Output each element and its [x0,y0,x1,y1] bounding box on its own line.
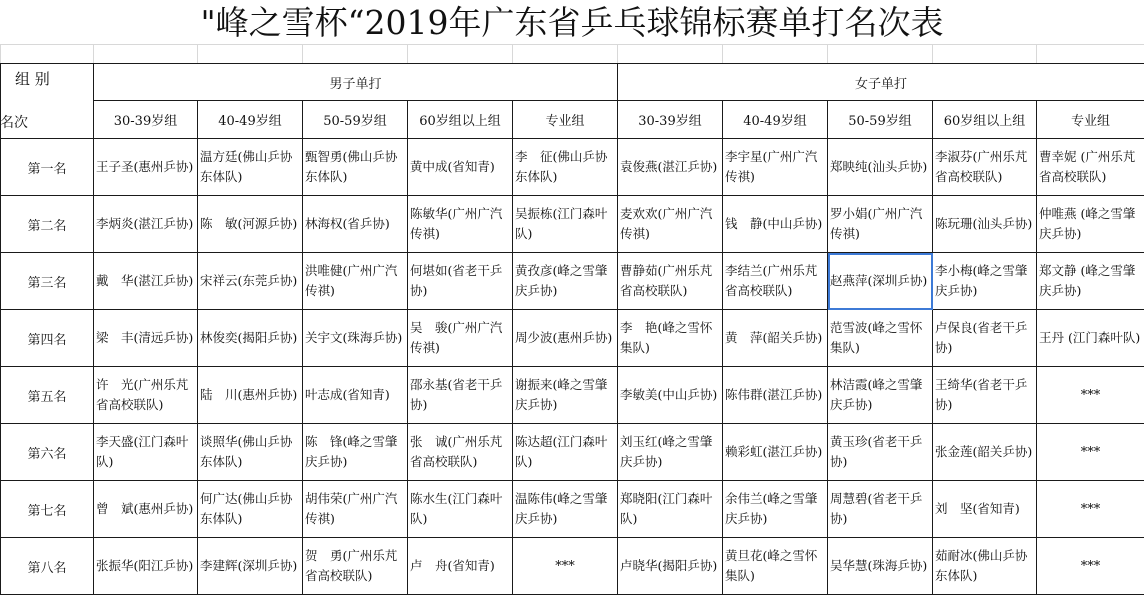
player-name: 曹幸妮 (广州乐芃省高校联队) [1039,149,1136,184]
table-row [1,253,1144,310]
player-name: 王子圣(惠州乒协) [96,159,194,174]
player-name: 李敏美(中山乒协) [620,387,718,402]
women-age-group-header[interactable]: 50-59岁组 [828,101,933,139]
player-cell[interactable] [303,367,408,424]
player-cell[interactable] [828,139,933,196]
player-cell[interactable] [408,538,513,595]
player-name: 陈达超(江门森叶队) [515,434,608,469]
player-name: 李建辉(深圳乒协) [200,558,298,573]
player-name: 温陈伟(峰之雪肇庆乒协) [515,491,608,526]
player-cell[interactable] [618,481,723,538]
player-name: 陈 敏(河源乒协) [200,216,298,231]
player-cell[interactable] [513,196,618,253]
player-cell[interactable] [723,196,828,253]
player-name: 张振华(阳江乒协) [96,558,194,573]
player-name: 麦欢欢(广州广汽传祺) [620,206,713,241]
rank-cell[interactable]: 第一名 [1,139,94,196]
player-name: 谈照华(佛山乒协东体队) [200,434,293,469]
player-cell[interactable] [303,481,408,538]
player-cell[interactable] [513,310,618,367]
player-cell[interactable] [94,196,198,253]
player-cell[interactable] [723,310,828,367]
player-name: 曾 斌(惠州乒协) [96,501,194,516]
player-name: 黄孜彦(峰之雪肇庆乒协) [515,263,608,298]
player-name: 黄玉珍(省老干乒协) [830,434,923,469]
player-cell[interactable] [723,538,828,595]
player-cell[interactable] [198,424,303,481]
player-cell[interactable] [618,367,723,424]
age-group-header-row [1,101,1144,139]
player-cell[interactable] [303,424,408,481]
player-cell[interactable]: *** [513,538,618,595]
player-name: 李宇星(广州广汽传祺) [725,149,818,184]
table-row [1,538,1144,595]
player-name: 林洁霞(峰之雪肇庆乒协) [830,377,923,412]
player-cell[interactable] [408,310,513,367]
player-cell[interactable] [933,310,1037,367]
spacer-row [1,45,1144,64]
player-cell[interactable] [933,139,1037,196]
player-cell[interactable] [1037,139,1144,196]
player-name: 李结兰(广州乐芃省高校联队) [725,263,818,298]
player-name: 仲唯燕 (峰之雪肇庆乒协) [1039,206,1136,241]
group-header-row [1,64,1144,101]
table-row [1,310,1144,367]
men-age-group-header[interactable]: 40-49岁组 [198,101,303,139]
player-name: 何广达(佛山乒协东体队) [200,491,293,526]
rank-cell[interactable]: 第六名 [1,424,94,481]
player-name: 谢振来(峰之雪肇庆乒协) [515,377,608,412]
player-name: 吴振栋(江门森叶队) [515,206,608,241]
player-cell[interactable] [408,139,513,196]
player-name: 许 光(广州乐芃省高校联队) [96,377,189,412]
player-name: 陆 川(惠州乒协) [200,387,298,402]
player-name: 李炳炎(湛江乒协) [96,216,194,231]
player-name: 李淑芬(广州乐芃省高校联队) [935,149,1028,184]
player-cell[interactable] [828,538,933,595]
rank-cell[interactable]: 第三名 [1,253,94,310]
player-cell[interactable] [828,310,933,367]
player-name: 林海权(省乒协) [305,216,390,231]
rank-cell[interactable]: 第四名 [1,310,94,367]
player-name: 陈水生(江门森叶队) [410,491,503,526]
player-cell[interactable] [828,424,933,481]
player-name: 曹静茹(广州乐芃省高校联队) [620,263,713,298]
player-name: 周慧碧(省老干乒协) [830,491,923,526]
player-cell[interactable] [723,424,828,481]
group-label: 组 别 [15,70,50,88]
player-cell[interactable] [513,367,618,424]
empty-cell[interactable] [94,45,198,64]
women-age-group-header[interactable]: 40-49岁组 [723,101,828,139]
empty-cell[interactable] [828,45,933,64]
empty-cell[interactable] [303,45,408,64]
player-cell[interactable] [828,481,933,538]
empty-cell[interactable] [513,45,618,64]
player-cell[interactable] [94,310,198,367]
player-cell[interactable]: *** [1037,481,1144,538]
empty-cell[interactable] [1037,45,1144,64]
player-cell[interactable]: *** [1037,367,1144,424]
player-cell[interactable] [198,367,303,424]
player-name: 甄智勇(佛山乒协东体队) [305,149,398,184]
player-cell[interactable] [303,310,408,367]
player-name: 胡伟荣(广州广汽传祺) [305,491,398,526]
player-cell[interactable] [933,538,1037,595]
player-cell[interactable] [513,139,618,196]
men-age-group-header[interactable]: 50-59岁组 [303,101,408,139]
player-cell[interactable] [828,367,933,424]
player-cell[interactable] [933,196,1037,253]
player-cell[interactable] [618,424,723,481]
player-cell[interactable] [198,481,303,538]
player-name: 卢晓华(揭阳乒协) [620,558,718,573]
player-name: 钱 静(中山乒协) [725,216,823,231]
player-name: 叶志成(省知青) [305,387,390,402]
empty-cell[interactable] [933,45,1037,64]
table-row [1,424,1144,481]
men-age-group-header[interactable]: 30-39岁组 [94,101,198,139]
player-name: 周少波(惠州乒协) [515,330,613,345]
player-cell[interactable] [408,253,513,310]
player-cell[interactable] [723,253,828,310]
table-row [1,367,1144,424]
empty-cell[interactable] [408,45,513,64]
player-cell[interactable] [94,139,198,196]
empty-cell[interactable] [618,45,723,64]
player-name: 陈伟群(湛江乒协) [725,387,823,402]
player-cell[interactable] [94,367,198,424]
player-name: 李天盛(江门森叶队) [96,434,189,469]
player-cell[interactable] [723,367,828,424]
player-name: 张 诚(广州乐芃省高校联队) [410,434,503,469]
player-cell[interactable] [408,367,513,424]
player-cell[interactable] [618,196,723,253]
player-name: 邵永基(省老干乒协) [410,377,503,412]
player-name: 贺 勇(广州乐芃省高校联队) [305,548,398,583]
player-cell[interactable] [198,139,303,196]
player-name: 陈玩珊(汕头乒协) [935,216,1033,231]
player-cell[interactable] [513,253,618,310]
player-name: 戴 华(湛江乒协) [96,273,194,288]
rank-label: 名次 [0,115,28,131]
player-cell[interactable] [408,424,513,481]
player-cell[interactable] [303,253,408,310]
player-name: 何堪如(省老干乒协) [410,263,503,298]
player-cell[interactable] [618,538,723,595]
player-cell[interactable] [94,253,198,310]
player-cell[interactable] [618,253,723,310]
player-name: 卢保良(省老干乒协) [935,320,1028,355]
rank-cell[interactable]: 第二名 [1,196,94,253]
player-cell[interactable] [723,139,828,196]
player-cell[interactable] [94,424,198,481]
player-cell[interactable]: *** [1037,424,1144,481]
player-name: 李 征(佛山乒协东体队) [515,149,608,184]
player-name: 余伟兰(峰之雪肇庆乒协) [725,491,818,526]
player-name: 黄中成(省知青) [410,159,495,174]
player-cell[interactable] [1037,196,1144,253]
player-name: 张金莲(韶关乒协) [935,444,1033,459]
player-name: 陈敏华(广州广汽传祺) [410,206,503,241]
player-cell[interactable] [198,310,303,367]
ranking-table [0,44,1144,595]
player-cell[interactable] [198,196,303,253]
women-singles-header[interactable]: 女子单打 [618,64,1144,101]
player-cell[interactable] [723,481,828,538]
player-name: 袁俊燕(湛江乒协) [620,159,718,174]
men-singles-header[interactable]: 男子单打 [94,64,618,101]
player-cell[interactable] [1037,253,1144,310]
player-cell[interactable] [408,196,513,253]
player-name: 吴 骏(广州广汽传祺) [410,320,503,355]
player-cell[interactable] [513,424,618,481]
player-name: 林俊奕(揭阳乒协) [200,330,298,345]
empty-cell[interactable] [198,45,303,64]
rank-cell[interactable]: 第八名 [1,538,94,595]
player-cell[interactable] [828,196,933,253]
player-name: 梁 丰(清远乒协) [96,330,194,345]
player-cell[interactable] [303,538,408,595]
player-cell[interactable] [828,253,933,310]
women-age-group-header[interactable]: 专业组 [1037,101,1144,139]
player-cell[interactable] [94,538,198,595]
player-name: 温方廷(佛山乒协东体队) [200,149,293,184]
player-cell[interactable] [618,310,723,367]
player-cell[interactable] [933,424,1037,481]
player-name: 黄旦花(峰之雪怀集队) [725,548,818,583]
player-name: 罗小娟(广州广汽传祺) [830,206,923,241]
empty-cell[interactable] [1,45,94,64]
empty-cell[interactable] [723,45,828,64]
player-cell[interactable] [933,253,1037,310]
player-name: 卢 舟(省知青) [410,558,495,573]
player-name: 陈 锋(峰之雪肇庆乒协) [305,434,398,469]
men-age-group-header[interactable]: 60岁组以上组 [408,101,513,139]
women-age-group-header[interactable]: 60岁组以上组 [933,101,1037,139]
player-name: 范雪波(峰之雪怀集队) [830,320,923,355]
rank-cell[interactable]: 第五名 [1,367,94,424]
player-name: 吴华慧(珠海乒协) [830,558,928,573]
player-name: 刘 坚(省知青) [935,501,1020,516]
player-name: 郑晓阳(江门森叶队) [620,491,713,526]
men-age-group-header[interactable]: 专业组 [513,101,618,139]
player-name: 王绮华(省老干乒协) [935,377,1028,412]
table-row [1,196,1144,253]
player-name: 宋祥云(东莞乒协) [200,273,298,288]
player-cell[interactable] [303,196,408,253]
player-name: 关宇文(珠海乒协) [305,330,403,345]
page-title: "峰之雪杯“2019年广东省乒乓球锦标赛单打名次表 [200,3,944,42]
player-name: 郑映纯(汕头乒协) [830,159,928,174]
player-name: 黄 萍(韶关乒协) [725,330,823,345]
women-age-group-header[interactable]: 30-39岁组 [618,101,723,139]
player-cell[interactable] [933,367,1037,424]
player-cell[interactable]: *** [1037,538,1144,595]
rank-cell[interactable]: 第七名 [1,481,94,538]
table-row [1,139,1144,196]
player-name: 赵燕萍(深圳乒协) [830,273,928,288]
player-name: 茹耐冰(佛山乒协东体队) [935,548,1028,583]
player-cell[interactable] [1037,310,1144,367]
player-name: 王丹 (江门森叶队) [1039,330,1141,345]
player-cell[interactable] [513,481,618,538]
player-name: 洪唯健(广州广汽传祺) [305,263,398,298]
player-name: 李 艳(峰之雪怀集队) [620,320,713,355]
player-cell[interactable] [198,538,303,595]
player-cell[interactable] [303,139,408,196]
player-name: 李小梅(峰之雪肇庆乒协) [935,263,1028,298]
player-cell[interactable] [933,481,1037,538]
player-name: 赖彩虹(湛江乒协) [725,444,823,459]
table-row [1,481,1144,538]
player-cell[interactable] [94,481,198,538]
player-cell[interactable] [618,139,723,196]
player-name: 郑文静 (峰之雪肇庆乒协) [1039,263,1136,298]
player-cell[interactable] [408,481,513,538]
player-name: 刘玉红(峰之雪肇庆乒协) [620,434,713,469]
player-cell[interactable] [198,253,303,310]
